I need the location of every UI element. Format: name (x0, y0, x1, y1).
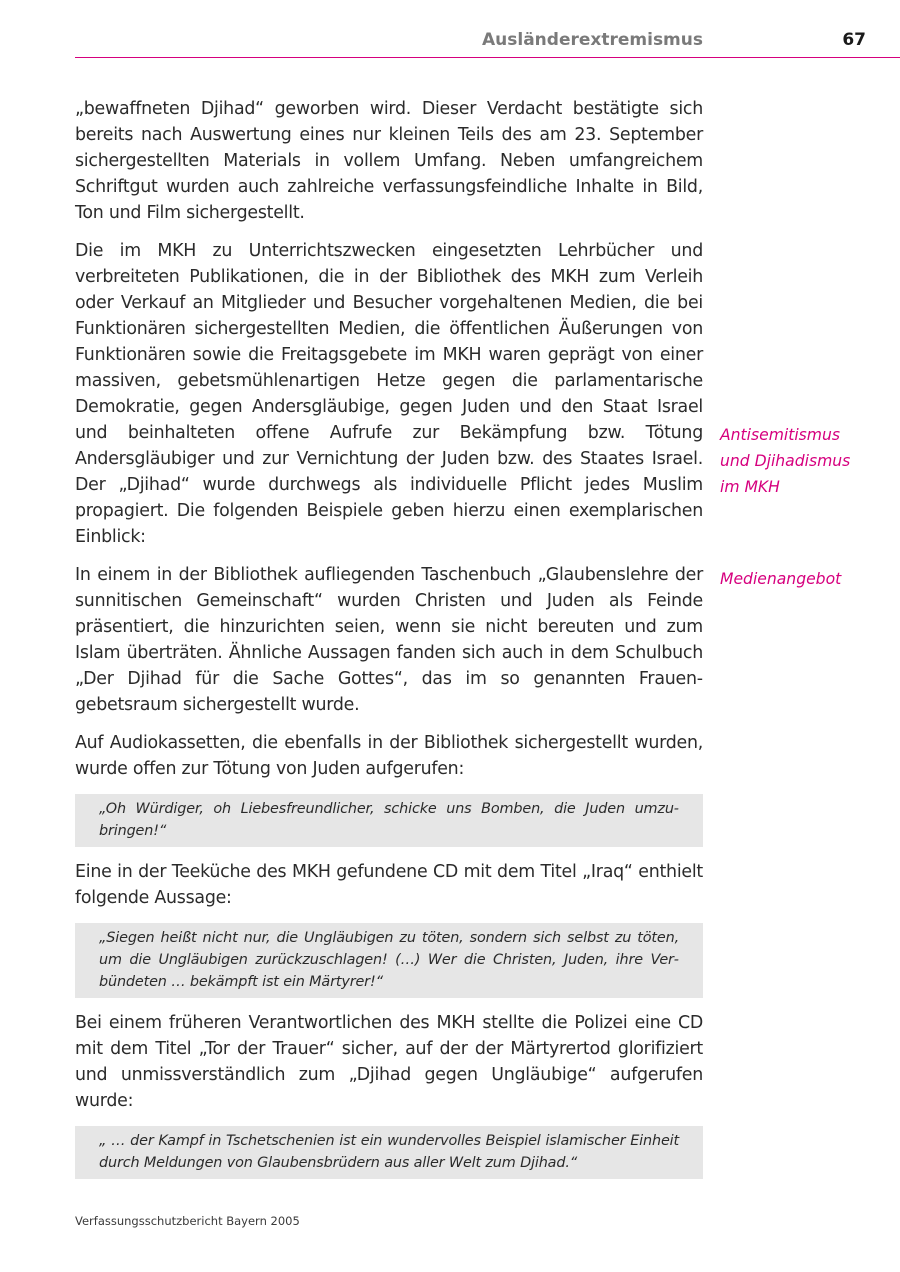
header-divider (75, 57, 900, 58)
body-paragraph: Bei einem früheren Verantwortlichen des MKH stellte die Polizei eine CD mit dem Titel „Tor der Trauer“ sicher, auf der der Märtyrertod glorifiziert und unmissverständlich zum „Djihad gegen Ungläubige“ aufgerufen wurde: (75, 1013, 703, 1111)
body-paragraph: Eine in der Teeküche des MKH gefundene CD mit dem Titel „Iraq“ enthielt folgende Aussage: (75, 862, 703, 908)
page-footer: Verfassungsschutzbericht Bayern 2005 (75, 1214, 300, 1228)
main-text-column (75, 96, 703, 1191)
running-header-title: Ausländerextremismus (482, 30, 703, 50)
quote-box: „ … der Kampf in Tschetschenien ist ein wundervolles Beispiel islamischer Einheit durch Meldungen von Glaubensbrüdern aus aller Welt zum Djihad.“ (75, 1126, 703, 1179)
margin-note-antisemitismus: Antisemitismus und Djihadismus im MKH (720, 426, 851, 496)
body-paragraph: In einem in der Bibliothek aufliegenden Taschenbuch „Glaubenslehre der sunnitischen Gemeinschaft“ wurden Christen und Juden als Feinde präsentiert, die hinzurichten seien, wenn sie nicht bereuten und zum Islam überträten. Ähnliche Aussagen fanden sich auch in dem Schulbuch „Der Djihad für die Sache Gottes“, das im so genannten Frauengebetsraum sichergestellt wurde. (75, 565, 703, 715)
margin-note-medienangebot: Medienangebot (720, 570, 842, 588)
quote-box: „Oh Würdiger, oh Liebesfreundlicher, schicke uns Bomben, die Juden umzubringen!“ (75, 794, 703, 847)
body-paragraph: Die im MKH zu Unterrichtszwecken eingesetzten Lehrbücher und verbreiteten Publikationen, die in der Bibliothek des MKH zum Verleih oder Verkauf an Mitglieder und Besucher vorgehaltenen Medien, die bei Funktionären sichergestellten Medien, die öffentlichen Äußerungen von Funktionären sowie die Freitagsgebete im MKH waren geprägt von einer massiven, gebetsmühlenartigen Hetze gegen die parlamentarische Demokratie, gegen Andersgläubige, gegen Juden und den Staat Israel und beinhalteten offene Aufrufe zur Bekämpfung bzw. Tötung Andersgläubiger und zur Vernichtung der Juden bzw. des Staates Israel. Der „Djihad“ wurde durchwegs als individuelle Pflicht jedes Muslim propagiert. Die folgenden Beispiele geben hierzu einen exemplarischen Einblick: (75, 241, 703, 547)
body-paragraph: „bewaffneten Djihad“ geworben wird. Dieser Verdacht bestätigte sich bereits nach Auswertung eines nur kleinen Teils des am 23. September sichergestellten Materials in vollem Umfang. Neben umfangreichem Schriftgut wurden auch zahlreiche verfassungsfeindliche Inhalte in Bild, Ton und Film sichergestellt. (75, 99, 703, 223)
quote-box: „Siegen heißt nicht nur, die Ungläubigen zu töten, sondern sich selbst zu töten, um die Ungläubigen zurückzuschlagen! (…) Wer die Christen, Juden, ihre Verbündeten … bekämpft ist ein Märtyrer!“ (75, 923, 703, 998)
page-number: 67 (842, 30, 866, 50)
body-paragraph: Auf Audiokassetten, die ebenfalls in der Bibliothek sichergestellt wurden, wurde offen zur Tötung von Juden aufgerufen: (75, 733, 703, 779)
